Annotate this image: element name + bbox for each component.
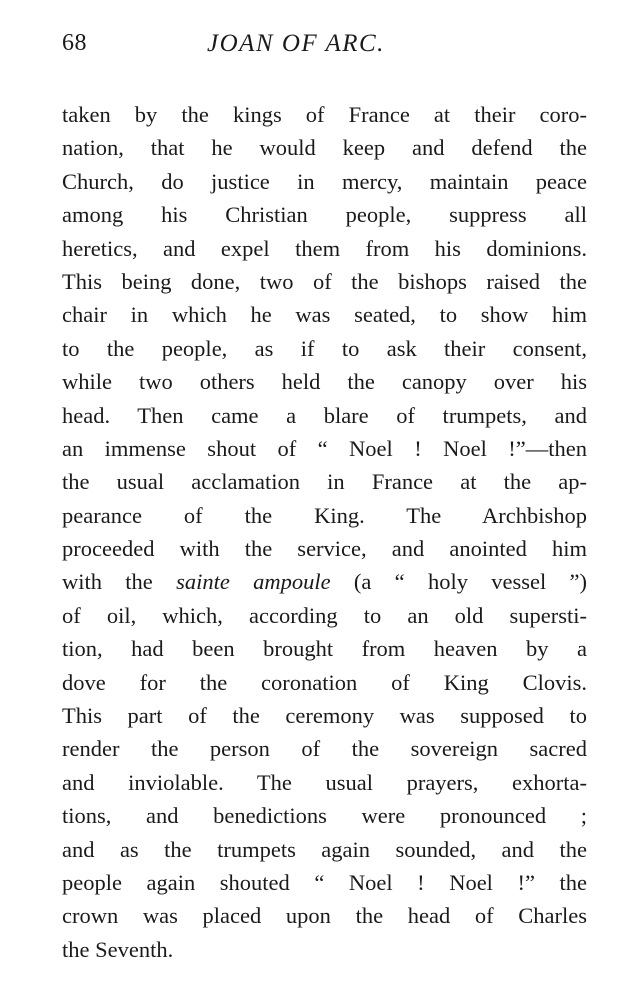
text-line: nation, that he would keep and defend the — [62, 135, 587, 161]
text-line: of oil, which, according to an old supersti- — [62, 602, 587, 628]
text-line: heretics, and expel them from his dominions. — [62, 235, 587, 261]
text-line: crown was placed upon the head of Charles — [62, 903, 587, 929]
page-header — [62, 30, 582, 66]
text-line: This part of the ceremony was supposed to — [62, 703, 587, 729]
italic-phrase: sainte ampoule — [176, 569, 331, 595]
text-line: among his Christian people, suppress all — [62, 202, 587, 228]
text-segment: (a “ holy vessel ”) — [330, 569, 587, 595]
running-title: JOAN OF ARC. — [207, 30, 385, 57]
body-text — [62, 98, 587, 966]
text-line: the usual acclamation in France at the ap- — [62, 469, 587, 495]
text-line: pearance of the King. The Archbishop — [62, 502, 587, 528]
text-line: people again shouted “ Noel ! Noel !” the — [62, 869, 587, 895]
text-line: tion, had been brought from heaven by a — [62, 636, 587, 662]
text-segment: with the — [62, 569, 177, 595]
text-line: and as the trumpets again sounded, and the — [62, 836, 587, 862]
page-number: 68 — [62, 30, 87, 56]
text-line-last: the Seventh. — [62, 936, 174, 962]
text-line: render the person of the sovereign sacred — [62, 736, 587, 762]
text-line: an immense shout of “ Noel ! Noel !”—then — [62, 435, 587, 461]
text-line: tions, and benedictions were pronounced ; — [62, 803, 587, 829]
text-line: and inviolable. The usual prayers, exhorta- — [62, 769, 587, 795]
text-line: dove for the coronation of King Clovis. — [62, 669, 587, 695]
text-line: while two others held the canopy over his — [62, 369, 587, 395]
text-line: to the people, as if to ask their consent, — [62, 335, 587, 361]
text-line: This being done, two of the bishops raised the — [62, 268, 587, 294]
text-line-with-italic — [62, 565, 587, 598]
text-line: Church, do justice in mercy, maintain peace — [62, 168, 587, 194]
text-line: proceeded with the service, and anointed him — [62, 536, 587, 562]
text-line: head. Then came a blare of trumpets, and — [62, 402, 587, 428]
text-line: chair in which he was seated, to show him — [62, 302, 587, 328]
text-line: taken by the kings of France at their coro- — [62, 102, 587, 127]
